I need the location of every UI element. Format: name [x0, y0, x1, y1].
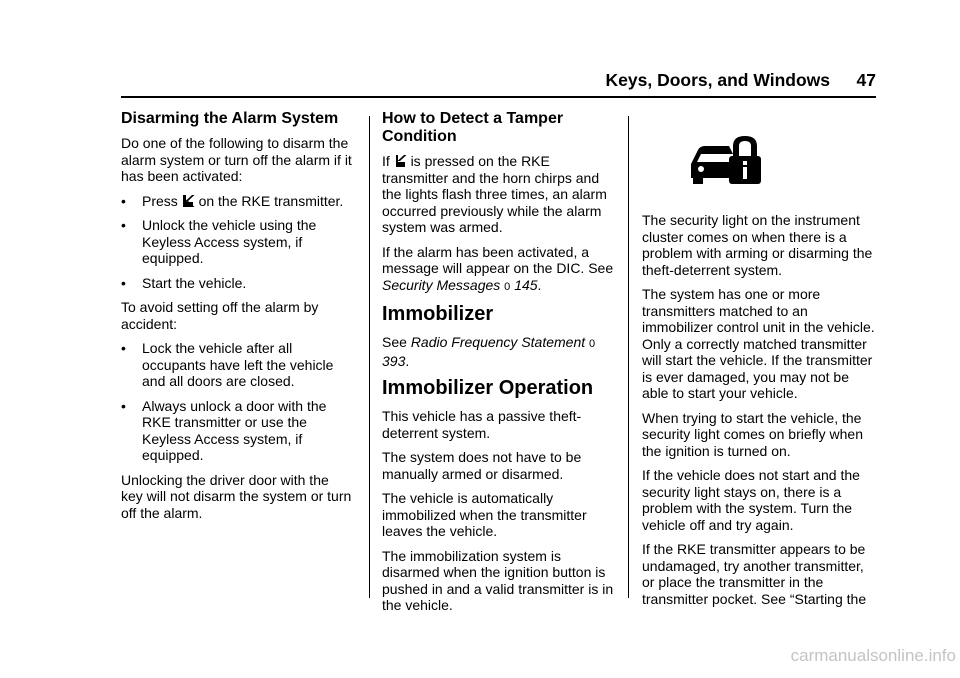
bullet: •: [121, 274, 126, 291]
bullet: •: [121, 217, 126, 233]
list-item: [121, 275, 353, 292]
bullet: •: [121, 192, 126, 209]
paragraph: The vehicle is automatically immobilized when the transmitter leaves the vehicle.: [382, 490, 587, 539]
column-3: [642, 110, 876, 615]
page-arrow-icon: 0: [589, 338, 596, 350]
bullet-text: Always unlock a door with the RKE transmitter or use the Keyless Access system, if equipped.: [142, 397, 327, 463]
paragraph: See Radio Frequency Statement 0 393.: [382, 334, 596, 369]
column-1: [121, 110, 353, 529]
page-number: 47: [856, 70, 876, 90]
bullet-text: Lock the vehicle after all occupants have left the vehicle and all doors are closed.: [142, 340, 334, 389]
paragraph: The system has one or more transmitters matched to an immobilizer control unit in the vehicle. Only a correctly matched transmitter will start the vehicle. If the transmitter is ever damaged, you may not be able to start your vehicle.: [642, 286, 875, 401]
page-arrow-icon: 0: [504, 280, 511, 293]
bullet-text: on the RKE transmitter.: [198, 192, 344, 209]
column-2: [382, 110, 616, 622]
bullet: •: [121, 340, 126, 356]
list-item: [121, 340, 353, 390]
list-item: [121, 398, 353, 464]
bullet: •: [121, 397, 126, 414]
heading-immobilizer: Immobilizer: [382, 303, 494, 325]
watermark: carmanualsonline.info: [790, 646, 956, 665]
paragraph: Do one of the following to disarm the alarm system or turn off the alarm if it has been activated:: [121, 135, 352, 184]
paragraph: The security light on the instrument cluster comes on when there is a problem with arming or disarming the theft-deterrent system.: [642, 212, 873, 278]
paragraph: The immobilization system is disarmed when the ignition button is pushed in and a valid transmitter is in the vehicle.: [382, 547, 614, 613]
security-light-icon: [689, 134, 761, 186]
page-reference[interactable]: 145: [514, 276, 538, 293]
column-divider: [628, 116, 629, 598]
paragraph: Unlocking the driver door with the key will not disarm the system or turn off the alarm.: [121, 471, 352, 521]
unlock-key-icon: [394, 154, 407, 168]
heading-tamper: How to Detect a Tamper Condition: [382, 110, 564, 145]
bullet-text: Press: [142, 192, 178, 209]
list-item: [121, 217, 353, 267]
paragraph: To avoid setting off the alarm by accident:: [121, 299, 319, 332]
heading-immobilizer-operation: Immobilizer Operation: [382, 377, 594, 399]
page-reference[interactable]: 393: [382, 352, 406, 369]
heading-disarming: Disarming the Alarm System: [121, 110, 339, 127]
paragraph: The system does not have to be manually armed or disarmed.: [382, 449, 582, 482]
cross-reference-link[interactable]: Radio Frequency Statement: [410, 334, 586, 350]
paragraph: If the RKE transmitter appears to be undamaged, try another transmitter, or place the transmitter in the transmitter pocket. See “Starting the: [642, 541, 867, 607]
unlock-key-icon: [182, 194, 195, 208]
header-rule: [121, 96, 876, 98]
section-title: Keys, Doors, and Windows: [605, 70, 830, 90]
paragraph: If is pressed on the RKE transmitter and the horn chirps and the lights flash three times, an alarm occurred previously while the alarm system was armed.: [382, 153, 607, 235]
paragraph: This vehicle has a passive theft-deterrent system.: [382, 408, 582, 441]
bullet-text: Start the vehicle.: [142, 274, 247, 291]
paragraph: When trying to start the vehicle, the security light comes on briefly when the ignition is turned on.: [642, 409, 863, 459]
column-divider: [369, 116, 370, 598]
bullet-text: Unlock the vehicle using the Keyless Access system, if equipped.: [142, 217, 317, 266]
paragraph: If the vehicle does not start and the security light stays on, there is a problem with the system. Turn the vehicle off and try again.: [642, 467, 860, 533]
paragraph: If the alarm has been activated, a message will appear on the DIC. See Security Messages 0 145.: [382, 243, 614, 293]
list-item: [121, 193, 353, 210]
cross-reference-link[interactable]: Security Messages: [382, 276, 501, 293]
